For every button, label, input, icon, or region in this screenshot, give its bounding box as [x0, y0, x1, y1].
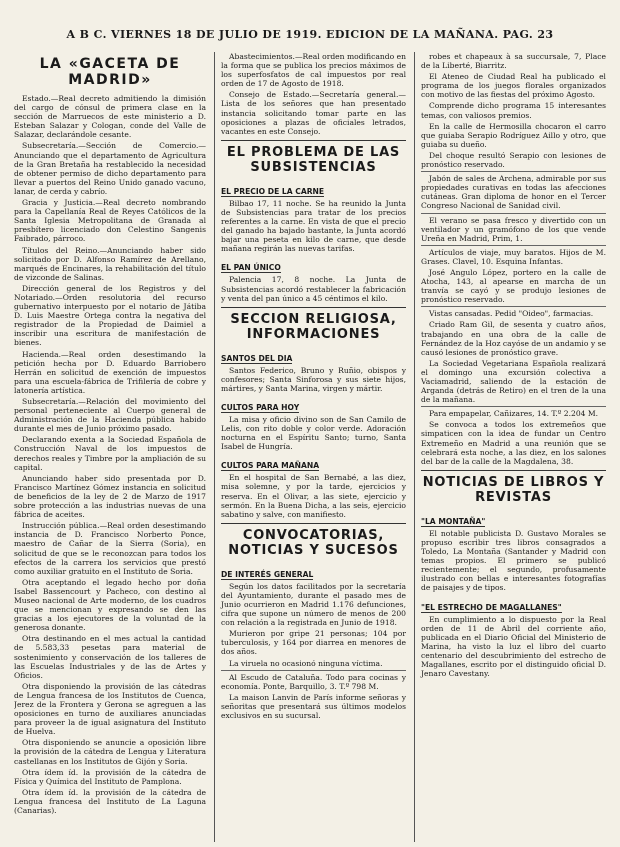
section-subtitle: CULTOS PARA HOY — [221, 402, 300, 412]
paragraph: Palencia 17, 8 noche. La Junta de Subsistencias acordó restablecer la fabricación y venta del pan único a 45 céntimos el kilo. — [221, 275, 406, 303]
paragraph: La maison Lanvin de París informe señoras y señoritas que presentará sus últimos modelos exclusivos en su sucursal. — [221, 692, 406, 721]
section-subtitle: EL PRECIO DE LA CARNE — [221, 186, 325, 196]
paragraph: Estado.—Real decreto admitiendo la dimisión del cargo de cónsul de primera clase en la sección de Marruecos de este ministerio a D. Esteban Salazar y Cologan, conde del Valle de Salazar, declarándole cesante. — [14, 94, 206, 140]
paragraph: El notable publicista D. Gustavo Morales se propuso escribir tres libros consagrados a Toledo, La Montaña (Santander y Madrid con temas propios. El primero se publicó recientemente; el segundo, profusamente ilustrado con bellas e interesantes fotografías de paisajes y de tipos. — [421, 528, 606, 593]
paragraph: Santos Federico, Bruno y Ruñio, obispos y confesores; Santa Sinforosa y sus siete hijos, mártires, y Santa Marina, virgen y mártir. — [221, 365, 406, 393]
paragraph: Bilbao 17, 11 noche. Se ha reunido la Junta de Subsistencias para tratar de los precios referentes a la carne. En vista de que el precio del ganado ha bajado bastante, la Junta acordó bajar una peseta en kilo de carne, que desde mañana regirán las nuevas tarifas. — [221, 198, 406, 254]
section-subtitle: "LA MONTAÑA" — [421, 516, 486, 526]
religiosa-title: SECCION RELIGIOSA, INFORMACIONES — [221, 307, 406, 342]
section-subtitle: EL PAN ÚNICO — [221, 263, 281, 273]
paragraph: Murieron por gripe 21 personas; 104 por tuberculosis, y 164 por diarrea en menores de dos años. — [221, 629, 406, 657]
paragraph: Se convoca a todos los extremeños que simpaticen con la idea de fundar un Centro Extremeño en Madrid a una reunión que se celebrará esta noche, a las diez, en los salones del bar de la calle de la Magdalena, 38. — [421, 420, 606, 466]
paragraph: Hacienda.—Real orden desestimando la petición hecha por D. Eduardo Barriobero Herrán en solicitud de exención de impuestos para una escuela-fábrica de Trifilería de cobre y latonería artística. — [14, 349, 206, 395]
paragraph: La Sociedad Vegetariana Española realizará el domingo una excursión colectiva a Vaciamadrid, saliendo de la estación de Arganda (detrás de Retiro) en el tren de la una de la mañana. — [421, 358, 606, 405]
paragraph: En el hospital de San Bernabé, a las diez, misa solemne, y por la tarde, ejercicios y reserva. En el Olivar, a las siete, ejercicio y sermón. En la Buena Dicha, a las seis, ejercicio sabatino y salve, con manifiesto. — [221, 473, 406, 519]
paragraph: La misa y oficio divino son de San Camilo de Lelis, con rito doble y color verde. Adoración nocturna en el Espíritu Santo; turno, Santa Isabel de Hungría. — [221, 414, 406, 452]
paragraph: Instrucción pública.—Real orden desestimando instancia de D. Francisco Norberto Ponce, maestro de Cañar de la Sierra (Soria), en solicitud de que se le reconozcan para todos los efectos de la carrera los servicios que prestó como auxiliar gratuito en el Instituto de Soria. — [14, 521, 206, 576]
column-1 — [14, 52, 206, 842]
paragraph: Otra ídem íd. la provisión de la cátedra de Lengua francesa del Instituto de La Laguna (Canarias). — [14, 787, 206, 816]
paragraph: Declarando exenta a la Sociedad Española de Construcción Naval de los impuestos de derechos reales y Timbre por la ampliación de su capital. — [14, 435, 206, 472]
paragraph: Anunciando haber sido presentada por D. Francisco Martínez Gómez instancia en solicitud de beneficios de la ley de 2 de Marzo de 1917 sobre protección a las industrias nuevas de una fábrica de aceites. — [14, 473, 206, 520]
section-subtitle: SANTOS DEL DIA — [221, 353, 293, 363]
paragraph: El Ateneo de Ciudad Real ha publicado el programa de los juegos florales organizados con motivo de las fiestas del próximo Agosto. — [421, 72, 606, 100]
column-3 — [414, 52, 606, 842]
paragraph: Subsecretaría.—Sección de Comercio.—Anunciando que el departamento de Agricultura de la Gran Bretaña ha restablecido la necesidad de obtener permiso de dicho departamento para llevar a puertos del Reino Unido ganado vacuno, lanar, de cerda y cabrío. — [14, 141, 206, 196]
advertisement: Artículos de viaje, muy baratos. Hijos de M. Grases. Clavel, 10. Esquina Infantas. — [421, 245, 606, 266]
paragraph: Otra destinando en el mes actual la cantidad de 5.583,33 pesetas para material de sostenimiento y conservación de los talleres de las Escuelas Industriales y de las de Artes y Oficios. — [14, 634, 206, 680]
advertisement: El verano se pasa fresco y divertido con un ventilador y un gramófono de los que vende Ureña en Madrid, Prim, 1. — [421, 213, 606, 243]
section-subtitle: CULTOS PARA MAÑANA — [221, 461, 320, 471]
paragraph: Dirección general de los Registros y del Notariado.—Orden resolutoria del recurso gubernativo interpuesto por el notario de Játiba D. Luis Maestre Ortega contra la negativa del registrador de la Propiedad de Daimiel a inscribir una escritura de manifestación de bienes. — [14, 283, 206, 348]
paragraph: Según los datos facilitados por la secretaría del Ayuntamiento, durante el pasado mes de Junio ocurrieron en Madrid 1.176 defunciones, cifra que supone un número de menos de 200 con relación a la registrada en Junio de 1918. — [221, 581, 406, 628]
advertisement: Jabón de sales de Archena, admirable por sus propiedades curativas en todas las afecciones cutáneas. Gran diploma de honor en el Tercer Congreso Nacional de Sanidad civil. — [421, 171, 606, 210]
paragraph: Otra disponiendo se anuncie a oposición libre la provisión de la cátedra de Lengua y Literatura castellanas en los Institutos de Gijón y Soria. — [14, 738, 206, 766]
paragraph: La viruela no ocasionó ninguna víctima. — [229, 658, 383, 668]
paragraph: Títulos del Reino.—Anunciando haber sido solicitado por D. Alfonso Ramírez de Arellano, marqués de Encinares, la rehabilitación del título de vizconde de Salinas. — [14, 245, 206, 282]
subsistencias-title: EL PROBLEMA DE LAS SUBSISTENCIAS — [221, 140, 406, 175]
advertisement: Al Escudo de Cataluña. Todo para cocinas y economía. Ponte, Barquillo, 3. T.º 798 M. — [221, 670, 406, 691]
libros-title: NOTICIAS DE LIBROS Y REVISTAS — [421, 470, 606, 505]
section-subtitle: "EL ESTRECHO DE MAGALLANES" — [421, 602, 562, 612]
paragraph: Otra disponiendo la provisión de las cátedras de Lengua francesa de los Institutos de Cuenca, Jerez de la Frontera y Gerona se agreguen a las oposiciones en turno de auxiliares anunciadas para proveer la de igual asignatura del Instituto de Huelva. — [14, 681, 206, 737]
paragraph: Abastecimientos.—Real orden modificando en la forma que se publica los precios máximos de los superfosfatos de cal impuestos por real orden de 17 de Agosto de 1918. — [221, 52, 406, 89]
paragraph: Comprende dicho programa 15 interesantes temas, con valiosos premios. — [421, 101, 606, 120]
paragraph: Gracia y Justicia.—Real decreto nombrando para la Capellanía Real de Reyes Católicos de la Santa Iglesia Metropolitana de Granada al presbítero licenciado don Celestino Sangenis Faibrado, párroco. — [14, 198, 206, 244]
paragraph: José Angulo López, portero en la calle de Atocha, 143, al apearse en marcha de un tranvía se cayó y se produjo lesiones de pronóstico reservado. — [421, 267, 606, 305]
running-head: A B C. VIERNES 18 DE JULIO DE 1919. EDICION DE LA MAÑANA. PAG. 23 — [66, 28, 554, 41]
paragraph: Otra aceptando el legado hecho por doña Isabel Bassencourt y Pacheco, con destino al Museo nacional de Arte moderno, de los cuadros que se mencionan y expresando se den las gracias a los ejecutores de la voluntad de la generosa donante. — [14, 577, 206, 633]
advertisement: Para empapelar, Cañizares, 14. T.º 2.204 M. — [421, 406, 606, 418]
convocatorias-title: CONVOCATORIAS, NOTICIAS Y SUCESOS — [221, 523, 406, 558]
section-subtitle: DE INTERÉS GENERAL — [221, 569, 314, 579]
column-2 — [214, 52, 406, 842]
paragraph: En la calle de Hermosilla chocaron el carro que guiaba Serapio Rodríguez Aillo y otro, que guiaba su dueño. — [421, 121, 606, 149]
advertisement: Vistas cansadas. Pedid "Oideo", farmacias. — [421, 306, 606, 318]
gaceta-title: LA «GACETA DE MADRID» — [39, 56, 181, 88]
paragraph: Del choque resultó Serapio con lesiones de pronóstico reservado. — [421, 150, 606, 170]
paragraph: robes et chapeaux à sa succursale, 7, Place de la Liberté, Biarritz. — [421, 52, 606, 71]
paragraph: Criado Ram Gil, de sesenta y cuatro años, trabajando en una obra de la calle de Fernández de la Hoz cayóse de un andamio y se causó lesiones de pronóstico grave. — [421, 320, 606, 357]
paragraph: Subsecretaría.—Relación del movimiento del personal perteneciente al Cuerpo general de Administración de la Hacienda pública habido durante el mes de Junio próximo pasado. — [14, 397, 206, 434]
paragraph: En cumplimiento a lo dispuesto por la Real orden de 11 de Abril del corriente año, publicada en el Diario Oficial del Ministerio de Marina, ha visto la luz el libro del cuarto centenario del descubrimiento del estrecho de Magallanes, escrito por el distinguido oficial D. Jenaro Cavestany. — [421, 614, 606, 679]
paragraph: Otra ídem íd. la provisión de la cátedra de Física y Química del Instituto de Pamplona. — [14, 767, 206, 786]
paragraph: Consejo de Estado.—Secretaría general.—Lista de los señores que han presentado instancia solicitando tomar parte en las oposiciones a plazas de oficiales letrados, vacantes en este Consejo. — [221, 90, 406, 136]
columns — [14, 52, 606, 842]
